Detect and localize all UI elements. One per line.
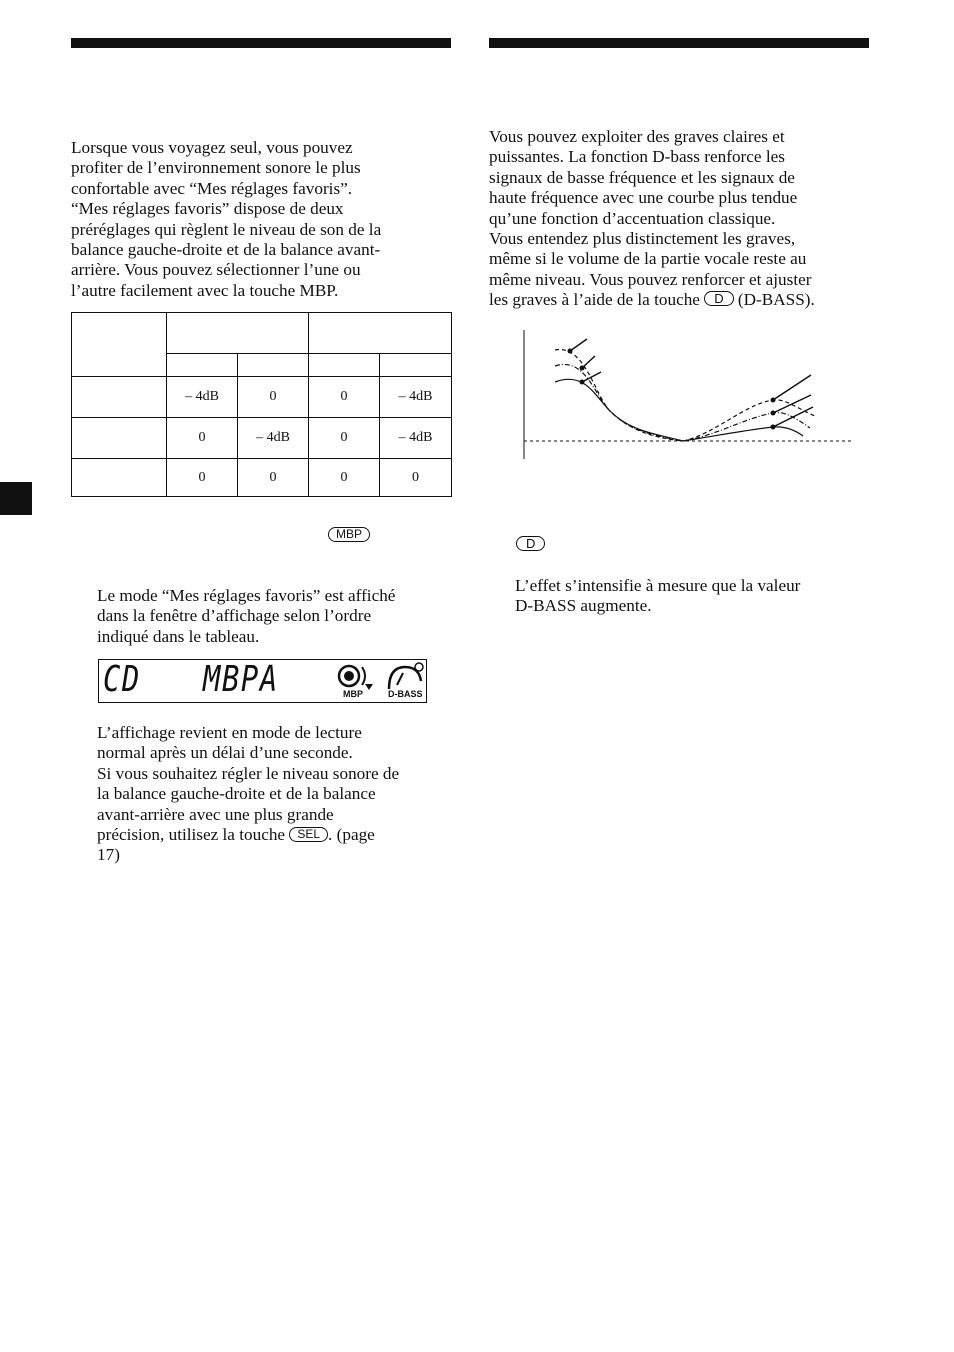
table-row [72, 377, 452, 418]
row-label-cell [72, 459, 167, 497]
right-title-rule [489, 38, 869, 48]
left-step-paragraph [97, 586, 395, 647]
table-cell: 0 [238, 459, 309, 497]
table-cell: 0 [167, 459, 238, 497]
text-line: Vous pouvez exploiter des graves claires et [489, 127, 785, 146]
table-subheader-cell [380, 354, 452, 377]
text-line: Lorsque vous voyagez seul, vous pouvez [71, 138, 353, 157]
text-line: normal après un délai d’une seconde. [97, 743, 353, 763]
text-line: la balance gauche-droite et de la balance [97, 784, 376, 804]
row-label-cell [72, 377, 167, 418]
table-cell: 0 [238, 377, 309, 418]
section-tab-marker [0, 482, 32, 515]
dbass-indicator-label: D-BASS [388, 689, 423, 699]
dbass-indicator-icon [383, 661, 425, 691]
text-line: même si le volume de la partie vocale reste au [489, 249, 807, 269]
table-cell: – 4dB [167, 377, 238, 418]
text-line: confortable avec “Mes réglages favoris”. [71, 178, 353, 198]
text-line: l’autre facilement avec la touche MBP. [71, 280, 339, 300]
table-subheader-cell [309, 354, 380, 377]
text-line: L’affichage revient en mode de lecture [97, 723, 362, 742]
text-line: haute fréquence avec une courbe plus tendue [489, 188, 798, 208]
table-group-header-cell [309, 313, 452, 354]
text-fragment: (D-BASS). [737, 290, 815, 310]
text-line: signaux de basse fréquence et les signaux de [489, 167, 795, 187]
leader-line [773, 375, 811, 400]
text-line: indiqué dans le tableau. [97, 626, 260, 646]
text-line: “Mes réglages favoris” dispose de deux [71, 199, 344, 219]
text-line: Vous entendez plus distinctement les graves, [489, 229, 796, 249]
lcd-display [98, 659, 427, 703]
text-line [97, 825, 399, 845]
text-line: préréglages qui règlent le niveau de son de la [71, 219, 382, 239]
dbass-curve-level-1 [555, 379, 803, 441]
d-key-step [516, 536, 545, 555]
mbp-key-step [328, 527, 370, 545]
text-line: Si vous souhaitez régler le niveau sonore de [97, 763, 400, 783]
table-cell: 0 [380, 459, 452, 497]
text-line: balance gauche-droite et de la balance avant- [71, 240, 381, 260]
text-fragment: les graves à l’aide de la touche [489, 290, 700, 310]
text-line: D-BASS augmente. [515, 596, 652, 616]
text-line: arrière. Vous pouvez sélectionner l’une ou [71, 260, 361, 280]
lcd-source-segment: CD [103, 659, 141, 700]
text-line: Le mode “Mes réglages favoris” est affiché [97, 586, 396, 605]
table-subheader-cell [167, 354, 238, 377]
table-cell: 0 [309, 459, 380, 497]
table-corner-cell [72, 313, 167, 377]
left-intro-paragraph [71, 138, 381, 301]
mbp-indicator-label: MBP [343, 689, 363, 699]
table-cell: 0 [309, 377, 380, 418]
text-line: profiter de l’environnement sonore le plus [71, 158, 361, 178]
lcd-mode-segment: MBPA [203, 659, 279, 700]
text-line: même niveau. Vous pouvez renforcer et ajuster [489, 269, 812, 289]
table-cell: 0 [309, 418, 380, 459]
text-fragment: . (page [328, 825, 375, 845]
left-note-paragraph [97, 723, 399, 866]
row-label-cell [72, 418, 167, 459]
left-title-rule [71, 38, 451, 48]
d-bass-step-button[interactable]: D [516, 536, 545, 551]
table-cell: 0 [167, 418, 238, 459]
sel-button[interactable]: SEL [289, 827, 328, 842]
text-line [489, 290, 815, 310]
table-cell: – 4dB [380, 377, 452, 418]
table-row [72, 418, 452, 459]
leader-line [582, 372, 601, 382]
table-subheader-cell [238, 354, 309, 377]
mbp-button[interactable]: MBP [328, 527, 370, 542]
text-line: dans la fenêtre d’affichage selon l’ordre [97, 606, 372, 626]
table-cell: – 4dB [380, 418, 452, 459]
dbass-curve-diagram [515, 326, 860, 462]
text-line: 17) [97, 845, 120, 865]
text-fragment: précision, utilisez la touche [97, 825, 286, 845]
text-line: avant-arrière avec une plus grande [97, 804, 334, 824]
text-line: puissantes. La fonction D-bass renforce les [489, 147, 785, 167]
leader-line [570, 339, 587, 351]
right-effect-paragraph [515, 576, 800, 617]
table-cell: – 4dB [238, 418, 309, 459]
text-line: qu’une fonction d’accentuation classique. [489, 208, 776, 228]
leader-line [582, 356, 595, 368]
table-group-header-cell [167, 313, 309, 354]
balance-preset-table [71, 312, 452, 497]
right-intro-paragraph [489, 127, 815, 311]
d-bass-button[interactable]: D [704, 291, 733, 306]
table-row [72, 459, 452, 497]
text-line: L’effet s’intensifie à mesure que la valeur [515, 576, 801, 595]
